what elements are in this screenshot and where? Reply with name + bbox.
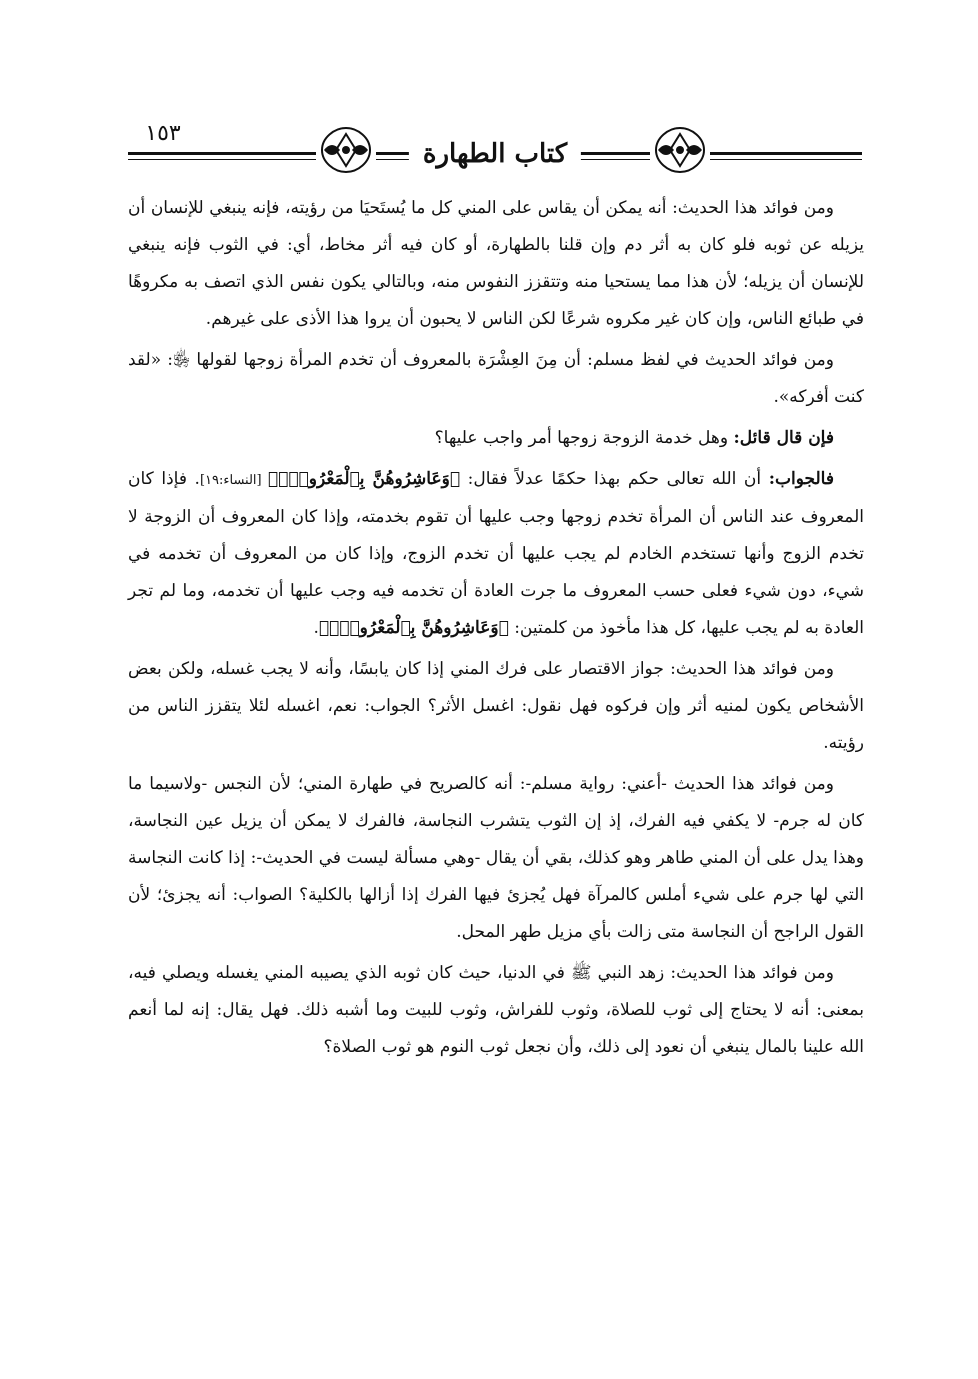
paragraph-text-end: . <box>313 618 319 638</box>
chapter-title: كتاب الطهارة <box>409 134 581 174</box>
paragraph <box>128 651 864 762</box>
paragraph <box>128 420 864 457</box>
paragraph-text: وهل خدمة الزوجة زوجها أمر واجب عليها؟ <box>434 428 734 448</box>
paragraph <box>128 955 864 1066</box>
paragraph-lead: فالجواب: <box>768 469 834 489</box>
page-number: ١٥٣ <box>128 118 198 150</box>
page-body <box>128 190 864 1070</box>
page-header <box>128 118 862 188</box>
paragraph <box>128 190 864 338</box>
paragraph-text: ومن فوائد هذا الحديث -أعني: رواية مسلم-: أنه كالصريح في طهارة المني؛ لأن النجس -ولاسيما ما كان له جرم- لا يكفي فيه الفرك، إذ إن الثوب يتشرب النجاسة، فالفرك لا يمكن أن يزيل عين النجاسة، وهذا يدل على أن المني طاهر وهو كذلك، بقي أن يقال -وهي مسألة ليست في الحديث-: إذا كانت النجاسة التي لها جرم على شيء أملس كالمرآة فهل يُجزئ فيها الفرك إذا أزالها بالكلية؟ الصواب: أنه يجزئ؛ لأن القول الراجح أن النجاسة متى زالت بأي مزيل طهر المحل. <box>128 774 864 942</box>
paragraph-text: ومن فوائد هذا الحديث: زهد النبي ﷺ في الدنيا، حيث كان ثوبه الذي يصيبه المني يغسله ويصلي فيه، بمعنى: أنه لا يحتاج إلى ثوب للصلاة، وثوب للفراش، وثوب للبيت وما أشبه ذلك. فهل يقال: إنه لما أنعم الله علينا بالمال ينبغي أن نعود إلى ذلك، وأن نجعل ثوب النوم هو ثوب الصلاة؟ <box>128 963 864 1057</box>
verse-reference: [النساء:١٩] <box>199 473 268 488</box>
ornament-right-icon <box>650 122 710 178</box>
paragraph-text: ومن فوائد هذا الحديث: أنه يمكن أن يقاس على المني كل ما يُستَحيَا من رؤيته، فإنه ينبغي للإنسان أن يزيله عن ثوبه فلو كان به أثر دم وإن قلنا بالطهارة، أو كان فيه أثر مخاط، أي: في الثوب فإنه ينبغي للإنسان أن يزيله؛ لأن هذا مما يستحيا منه وتتقزز النفوس منه، وبالتالي يكون نفس الذي اتصف به مكروهًا في طبائع الناس، وإن كان غير مكروه شرعًا لكن الناس لا يحبون أن يروا هذا الأذى على غيرهم. <box>128 198 864 329</box>
paragraph-text: أن الله تعالى حكم بهذا حكمًا عدلاً فقال: <box>460 469 769 489</box>
paragraph-lead: فإن قال قائل: <box>733 428 834 448</box>
paragraph <box>128 461 864 647</box>
paragraph <box>128 342 864 416</box>
quran-verse: ﴿وَعَاشِرُوهُنَّ بِٱلْمَعْرُوفِۚ﴾ <box>318 618 509 638</box>
paragraph <box>128 766 864 951</box>
paragraph-text: ومن فوائد هذا الحديث: جواز الاقتصار على فرك المني إذا كان يابسًا، وأنه لا يجب غسله، ولكن بعض الأشخاص يكون لمنيه أثر وإن فركوه فهل نقول: اغسل الأثر؟ الجواب: نعم، اغسله لئلا يتقزز الناس من رؤيته. <box>128 659 864 753</box>
ornament-left-icon <box>316 122 376 178</box>
quran-verse: ﴿وَعَاشِرُوهُنَّ بِٱلْمَعْرُوفِۚ﴾ <box>267 469 461 489</box>
paragraph-text-continued: . فإذا كان المعروف عند الناس أن المرأة تخدم زوجها وجب عليها أن تقوم بخدمته، وإذا كان المعروف أن الزوجة لا تخدم الزوج وأنها تستخدم الخادم لم يجب عليها أن تخدم الزوج، وإذا كان من المعروف أن تخدمه في شيء، دون شيء فعلى حسب المعروف ما جرت العادة أن تخدمه فيه وجب عليها أن تخدمه، وما لم تجر العادة به لم يجب عليها، كل هذا مأخوذ من كلمتين: <box>128 469 864 638</box>
paragraph-text: ومن فوائد الحديث في لفظ مسلم: أن مِنَ العِشْرَة بالمعروف أن تخدم المرأة زوجها لقولها ﵂: «لقد كنت أفركه». <box>128 350 864 407</box>
